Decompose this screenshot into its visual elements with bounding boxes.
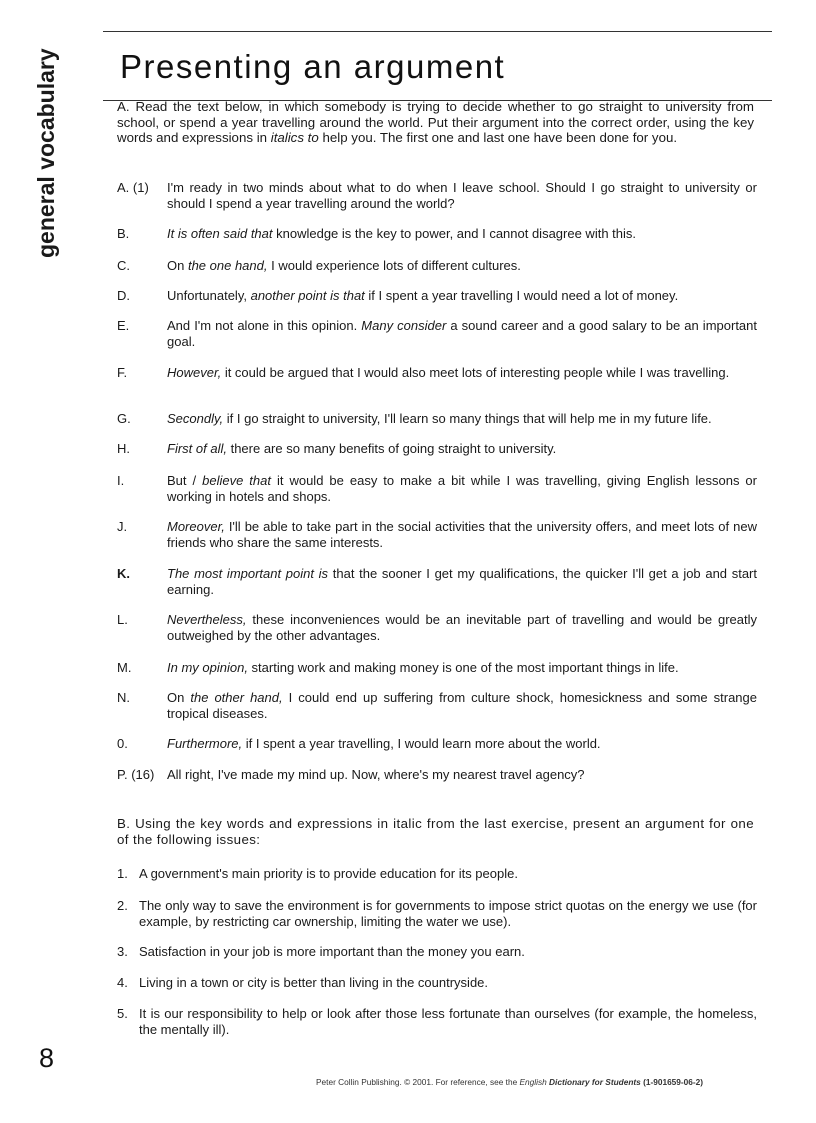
item-label: A. (1) (117, 180, 149, 195)
intro-text-end: help you. The first one and last one have been done for you. (318, 130, 678, 146)
item-key-phrase: the other hand, (190, 690, 283, 705)
item-prefix: On (167, 258, 188, 273)
item-text: these inconveniences would be an inevitable part of travelling and would be greatly outweighed by the other advantages. (167, 612, 757, 643)
argument-item (117, 767, 757, 783)
footer (316, 1077, 703, 1087)
item-label: G. (117, 411, 131, 426)
item-label: F. (117, 365, 128, 380)
item-text: I could end up suffering from culture shock, homesickness and some strange tropical diseases. (167, 690, 757, 721)
item-text: there are so many benefits of going straight to university. (226, 441, 557, 456)
item-label: E. (117, 318, 130, 333)
argument-item (117, 566, 757, 598)
item-label: B. (117, 226, 130, 241)
item-label: L. (117, 612, 128, 627)
item-label: P. (16) (117, 767, 155, 782)
argument-item (117, 258, 757, 274)
item-label: D. (117, 288, 130, 303)
item-text: starting work and making money is one of the most important things in life. (247, 660, 679, 675)
argument-item (117, 612, 757, 644)
issue-number: 3. (117, 944, 128, 959)
item-key-phrase: However, (167, 365, 222, 380)
item-key-phrase: It is often said that (167, 226, 273, 241)
issue-text: It is our responsibility to help or look after those less fortunate than ourselves (for example, the homeless, the mentally ill). (139, 1006, 757, 1037)
item-text: I'll be able to take part in the social activities that the university offers, and meet lots of new friends who share the same interests. (167, 519, 757, 550)
item-key-phrase: believe that (202, 473, 271, 488)
issue-number: 2. (117, 898, 128, 913)
argument-item (117, 660, 757, 676)
item-key-phrase: Moreover, (167, 519, 225, 534)
item-text: All right, I've made my mind up. Now, where's my nearest travel agency? (167, 767, 585, 782)
item-key-phrase: In my opinion, (167, 660, 248, 675)
item-label: 0. (117, 736, 128, 751)
issue-text: A government's main priority is to provide education for its people. (139, 866, 518, 881)
footer-bold: (1-901659-06-2) (640, 1077, 704, 1087)
issue-item (117, 975, 757, 991)
side-label-text: general vocabulary (33, 48, 59, 258)
item-prefix: Unfortunately, (167, 288, 251, 303)
argument-item (117, 180, 757, 212)
issue-text: The only way to save the environment is for governments to impose strict quotas on the energy we use (for example, by restricting car ownership, limiting the water we use). (139, 898, 757, 929)
item-prefix: But / (167, 473, 203, 488)
item-text: a sound career and a good salary to be an important goal. (167, 318, 757, 349)
item-text: if I spent a year travelling I would need a lot of money. (364, 288, 679, 303)
page-title: Presenting an argument (120, 48, 506, 85)
item-text: knowledge is the key to power, and I cannot disagree with this. (272, 226, 637, 241)
item-label: H. (117, 441, 130, 456)
item-text: if I spent a year travelling, I would learn more about the world. (242, 736, 601, 751)
issue-text: Satisfaction in your job is more important than the money you earn. (139, 944, 525, 959)
intro-italic: italics to (270, 130, 319, 146)
item-label: J. (117, 519, 128, 534)
item-key-phrase: the one hand, (187, 258, 268, 273)
argument-item (117, 519, 757, 551)
issue-item (117, 944, 757, 960)
footer-bold-italic: Dictionary for Students (546, 1077, 641, 1087)
issue-number: 4. (117, 975, 128, 990)
item-key-phrase: Furthermore, (167, 736, 243, 751)
item-text: that the sooner I get my qualifications, the quicker I'll get a job and start earning. (167, 566, 757, 597)
argument-item (117, 690, 757, 722)
argument-item (117, 226, 757, 242)
item-key-phrase: another point is that (250, 288, 365, 303)
issue-item (117, 898, 757, 930)
item-key-phrase: Nevertheless, (167, 612, 247, 627)
item-prefix: And I'm not alone in this opinion. (167, 318, 362, 333)
argument-item (117, 288, 757, 304)
argument-item (117, 365, 757, 381)
issue-item (117, 866, 757, 882)
section-a-intro (117, 99, 754, 146)
argument-item (117, 411, 757, 427)
issue-text: Living in a town or city is better than living in the countryside. (139, 975, 489, 990)
item-prefix: On (167, 690, 191, 705)
item-label: M. (117, 660, 132, 675)
issue-number: 5. (117, 1006, 128, 1021)
issue-number: 1. (117, 866, 128, 881)
argument-item (117, 318, 757, 350)
item-key-phrase: Many consider (361, 318, 447, 333)
item-text: I would experience lots of different cultures. (267, 258, 521, 273)
item-label: C. (117, 258, 130, 273)
item-text: if I go straight to university, I'll learn so many things that will help me in my future life. (223, 411, 712, 426)
item-key-phrase: Secondly, (167, 411, 224, 426)
side-label (24, 38, 70, 258)
item-text: it would be easy to make a bit while I was travelling, giving English lessons or working in hotels and shops. (167, 473, 757, 504)
argument-item (117, 473, 757, 505)
item-label: I. (117, 473, 125, 488)
footer-text: Peter Collin Publishing. © 2001. For reference, see the (316, 1077, 520, 1087)
argument-item (117, 441, 757, 457)
item-text: I'm ready in two minds about what to do when I leave school. Should I go straight to university or should I spend a year travelling around the world? (167, 180, 757, 211)
argument-item (117, 736, 757, 752)
intro-text: A. Read the text below, in which somebody is trying to decide whether to go straight to university from school, or spend a year travelling around the world. Put their argument into the correct order, using the key words and expressions in (117, 99, 754, 146)
item-key-phrase: First of all, (167, 441, 227, 456)
item-key-phrase: The most important point is (167, 566, 329, 581)
top-rule (103, 31, 772, 32)
item-label: N. (117, 690, 130, 705)
footer-italic: English (519, 1077, 547, 1087)
section-b-intro: B. Using the key words and expressions in italic from the last exercise, present an argument for one of the following issues: (117, 816, 754, 847)
page-number: 8 (39, 1043, 55, 1073)
item-text: it could be argued that I would also meet lots of interesting people while I was travelling. (221, 365, 730, 380)
item-label: K. (117, 566, 130, 581)
issue-item (117, 1006, 757, 1038)
